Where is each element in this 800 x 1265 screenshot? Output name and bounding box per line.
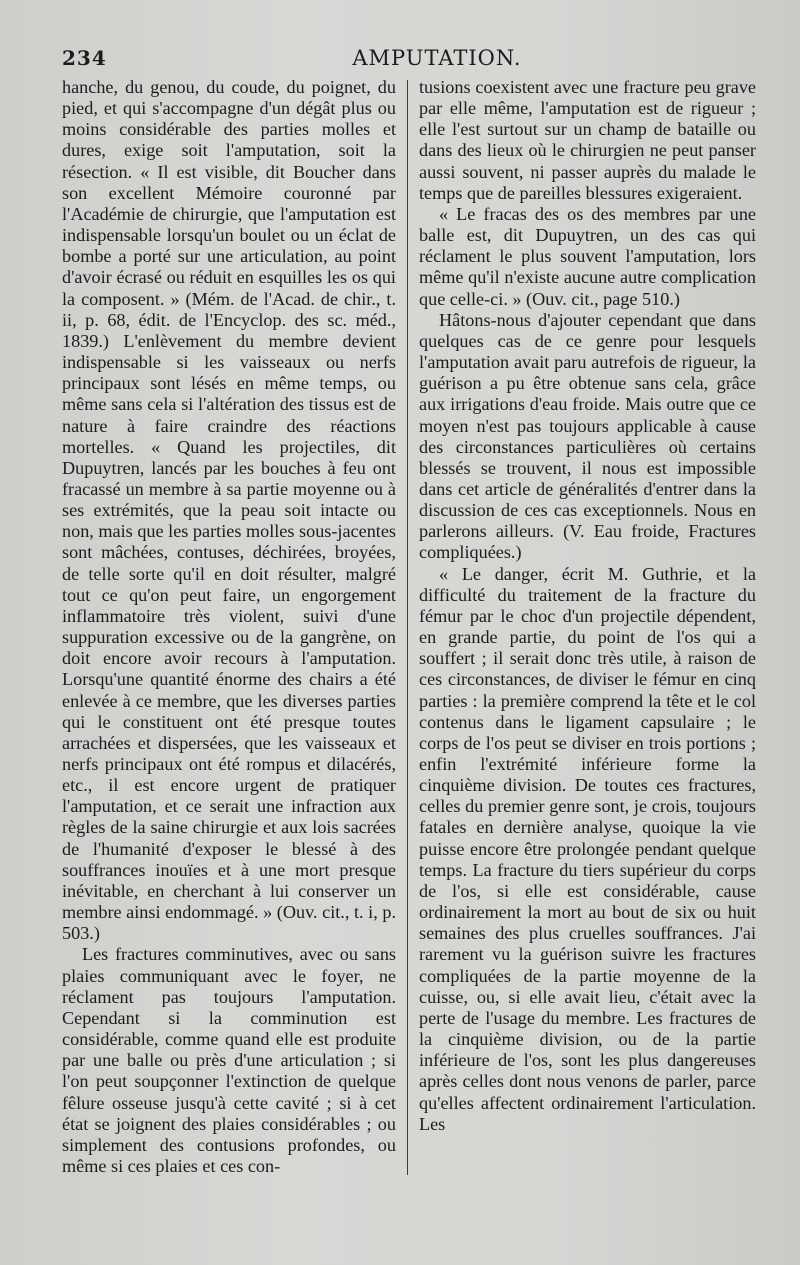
paragraph: Les fractures comminutives, avec ou sans plaies communiquant avec le foyer, ne réclament pas toujours l'amputation. Cependant si la comminution est considérable, comme quand elle est produite par une balle ou près d'une articulation ; si l'on peut soupçonner l'extinction de quelque fêlure osseuse jusqu'à cette cavité ; si à cet état se joignent des plaies considérables ; ou simplement des contusions profondes, ou même si ces plaies et ces con- [62,944,396,1176]
left-column [62,77,396,1257]
page-header [62,46,762,76]
right-column [419,77,756,1257]
paragraph: tusions coexistent avec une fracture peu grave par elle même, l'amputation est de rigueur ; elle l'est surtout sur un champ de bataille ou dans des lieux où le chirurgien ne peut panser aussi souvent, ni passer auprès du malade le temps que de pareilles blessures exigeraient. [419,77,756,203]
paragraph: « Le danger, écrit M. Guthrie, et la difficulté du traitement de la fracture du fémur par le choc d'un projectile dépendent, en grande partie, du point de l'os qui a souffert ; il serait donc très utile, à raison de ces circonstances, de diviser le fémur en cinq parties : la première comprend la tête et le col contenus dans le ligament capsulaire ; le corps de l'os peut se diviser en trois portions ; enfin l'extrémité inférieure forme la cinquième division. De toutes ces fractures, celles du premier genre sont, je crois, toujours fatales en dernière analyse, quoique la vie puisse encore être prolongée pendant quelque temps. La fracture du tiers supérieur du corps de l'os, si elle est considérable, cause ordinairement la mort au bout de six ou huit semaines des plus cruelles souffrances. J'ai rarement vu la guérison suivre les fractures compliquées de la partie moyenne de la cuisse, ou, si elle avait lieu, c'était avec la perte de l'usage du membre. Les fractures de la cinquième division, ou de la partie inférieure de l'os, sont les plus dangereuses après celles dont nous venons de parler, parce qu'elles affectent ordinairement l'articulation. Les [419,563,756,1134]
paragraph: Hâtons-nous d'ajouter cependant que dans quelques cas de ce genre pour lesquels l'amputation avait paru autrefois de rigueur, la guérison a pu être obtenue sans cela, grâce aux irrigations d'eau froide. Mais outre que ce moyen n'est pas toujours applicable à cause des circonstances particulières où certains blessés se trouvent, il nous est impossible dans cet article de généralités d'entrer dans la discussion de ces cas exceptionnels. Nous en parlerons ailleurs. (V. Eau froide, Fractures compliquées.) [419,309,756,563]
paragraph: hanche, du genou, du coude, du poignet, du pied, et qui s'accompagne d'un dégât plus ou moins considérable des parties molles et dures, exige soit l'amputation, soit la résection. « Il est visible, dit Boucher dans son excellent Mémoire couronné par l'Académie de chirurgie, que l'amputation est indispensable lorsqu'un boulet ou un éclat de bombe a porté sur une articulation, au point d'avoir écrasé ou réduit en esquilles les os qui la composent. » (Mém. de l'Acad. de chir., t. ii, p. 68, édit. de l'Encyclop. des sc. méd., 1839.) L'enlèvement du membre devient indispensable si les vaisseaux ou nerfs principaux sont lésés en même temps, ou même sans cela si l'altération des tissus est de nature à faire craindre des réactions mortelles. « Quand les projectiles, dit Dupuytren, lancés par les bouches à feu ont fracassé un membre à sa partie moyenne ou à ses extrémités, que la peau soit intacte ou non, mais que les parties molles sous-jacentes sont mâchées, contuses, déchirées, broyées, de telle sorte qu'il en doit résulter, malgré tout ce qu'on peut faire, un engorgement inflammatoire très violent, suivi d'une suppuration excessive ou de la gangrène, on doit encore avoir recours à l'amputation. Lorsqu'une quantité énorme des chairs a été enlevée à ce membre, que les diverses parties qui le constituent ont été presque toutes arrachées et dispersées, que les vaisseaux et nerfs principaux ont été rompus et dilacérés, etc., il est encore urgent de pratiquer l'amputation, et ce serait une infraction aux règles de la saine chirurgie et aux lois sacrées de l'humanité d'exposer le blessé à des souffrances inouïes et à une mort presque inévitable, en cherchant à lui conserver un membre ainsi endommagé. » (Ouv. cit., t. i, p. 503.) [62,77,396,944]
paragraph: « Le fracas des os des membres par une balle est, dit Dupuytren, un des cas qui réclament le plus souvent l'amputation, lors même qu'il n'existe aucune autre complication que celle-ci. » (Ouv. cit., page 510.) [419,203,756,309]
running-title: AMPUTATION. [352,46,522,70]
page-number: 234 [62,46,107,70]
column-divider [407,80,408,1175]
